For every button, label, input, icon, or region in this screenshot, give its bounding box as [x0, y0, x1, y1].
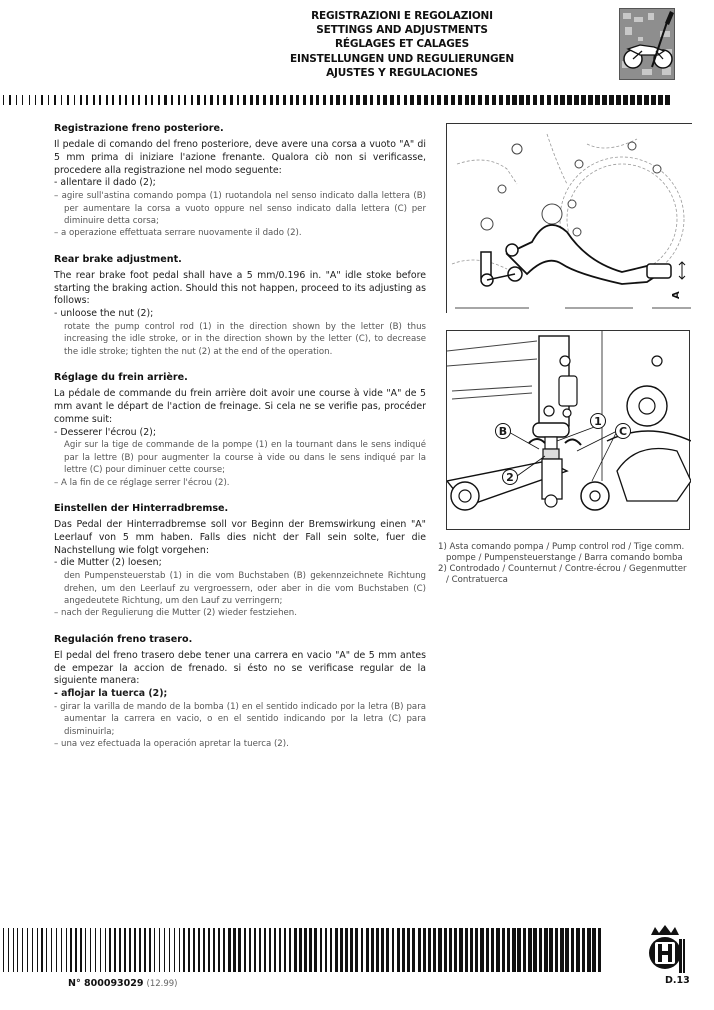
- figure-caption: [438, 542, 708, 586]
- header-title-fr: RÉGLAGES ET CALAGES: [335, 38, 469, 51]
- header-title-it: REGISTRAZIONI E REGOLAZIONI: [311, 10, 493, 22]
- doc-number: N° 800093029: [68, 978, 144, 989]
- step: - unloose the nut (2);: [54, 308, 154, 320]
- section-french: [54, 371, 426, 489]
- step: rotate the pump control rod (1) in the direction shown by the letter (B) thus increasing the idle stroke, or in the direction shown by the letter (C), to decrease the idle stroke; tighten the nut (2) at the end of the operation.: [64, 322, 426, 357]
- step: – nach der Regulierung die Mutter (2) wieder festziehen.: [54, 608, 297, 619]
- section-italian: [54, 122, 426, 240]
- caption-line: pompe / Pumpensteuerstange / Barra comando bomba: [446, 553, 683, 563]
- step: – A la fin de ce réglage serrer l'écrou (2).: [54, 477, 230, 488]
- caption-line: / Contratuerca: [446, 575, 508, 585]
- section-intro: El pedal del freno trasero debe tener una carrera en vacio "A" de 5 mm antes de empezar la accion de frenado. si ésto no se verificase regular de la siguiente manera:: [54, 649, 426, 687]
- step: - girar la varilla de mando de la bomba (1) en el sentido indicado por la letra (B) para aumentar la carrera en vacio, o en el sentido indicando por la letra (C) para disminuirla;: [54, 702, 426, 737]
- section-english: [54, 253, 426, 358]
- section-intro: La pédale de commande du frein arrière doit avoir une course à vide "A" de 5 mm avant le départ de l'action de freinage. Si cela ne se verifie pas, procéder comme suit:: [54, 388, 426, 425]
- section-intro: The rear brake foot pedal shall have a 5 mm/0.196 in. "A" idle stoke before starting the braking action. Should this not happen, proceed to its adjusting as follows:: [54, 269, 426, 307]
- doc-date: (12.99): [146, 979, 178, 989]
- bottom-decorative-bar: [3, 928, 643, 972]
- header-title-es: AJUSTES Y REGULACIONES: [326, 66, 478, 79]
- figure-label-1: 1: [590, 413, 606, 429]
- step: – agire sull'astina comando pompa (1) ruotandola nel senso indicato dalla lettera (B) per aumentare la corsa a vuoto oppure nel senso indicato dalla lettera (C) per diminuire detta corsa;: [54, 191, 426, 226]
- step: - die Mutter (2) loesen;: [54, 557, 162, 569]
- motorcycle-screwdriver-icon: [619, 8, 675, 80]
- husqvarna-crown-h-logo: [645, 925, 685, 975]
- section-title: Regulación freno trasero.: [54, 633, 193, 645]
- caption-line: 2) Controdado / Counternut / Contre-écrou / Gegenmutter: [438, 564, 687, 574]
- caption-line: 1) Asta comando pompa / Pump control rod / Tige comm.: [438, 542, 685, 552]
- step: den Pumpensteuerstab (1) in die vom Buchstaben (B) gekennzeichnete Richtung drehen, um den Leerlauf zu vergroessern, oder aber in die vom Buchstaben (C) angedeutete Richtung, um den Lauf zu verringern;: [64, 571, 426, 607]
- figure-label-2: 2: [502, 469, 518, 485]
- section-title: Registrazione freno posteriore.: [54, 123, 224, 134]
- section-title: Einstellen der Hinterradbremse.: [54, 503, 229, 515]
- step: - allentare il dado (2);: [54, 177, 156, 189]
- figure-label-a: A: [671, 291, 682, 299]
- step: - aflojar la tuerca (2);: [54, 688, 168, 700]
- section-german: [54, 502, 426, 620]
- section-intro: Il pedale di comando del freno posteriore, deve avere una corsa a vuoto "A" di 5 mm prima di iniziare l'azione frenante. Qualora ciò non si verificasse, procedere alla registrazione nel modo seguente:: [54, 139, 426, 176]
- document-number: [68, 978, 178, 989]
- section-title: Réglage du frein arrière.: [54, 372, 188, 384]
- page-number: D.13: [665, 975, 690, 986]
- page-header-titles: [282, 9, 522, 80]
- section-spanish: [54, 633, 426, 751]
- step: Agir sur la tige de commande de la pompe (1) en la tournant dans le sens indiqué par la lettre (B) pour augmenter la course à vide ou dans le sens indiqué par la lettre (C) pour diminuer cette course;: [64, 440, 426, 476]
- step: – una vez efectuada la operación apretar la tuerca (2).: [54, 739, 289, 750]
- step: – a operazione effettuata serrare nuovamente il dado (2).: [54, 228, 302, 239]
- header-title-de: EINSTELLUNGEN UND REGULIERUNGEN: [290, 52, 514, 65]
- top-decorative-bar: [3, 95, 695, 105]
- step: - Desserer l'écrou (2);: [54, 426, 156, 438]
- section-title: Rear brake adjustment.: [54, 253, 182, 265]
- figure-pump-rod-detail: [446, 330, 690, 530]
- figure-label-c: C: [615, 423, 631, 439]
- header-title-en: SETTINGS AND ADJUSTMENTS: [316, 24, 488, 37]
- instructions-column: [54, 122, 426, 764]
- section-intro: Das Pedal der Hinterradbremse soll vor Beginn der Bremswirkung einen "A" Leerlauf von 5 mm haben. Falls dies nicht der Fall sein solte, fuer die Nachstellung wie folgt vorgehen:: [54, 519, 426, 556]
- figure-brake-pedal: [446, 123, 692, 313]
- figure-label-b: B: [495, 423, 511, 439]
